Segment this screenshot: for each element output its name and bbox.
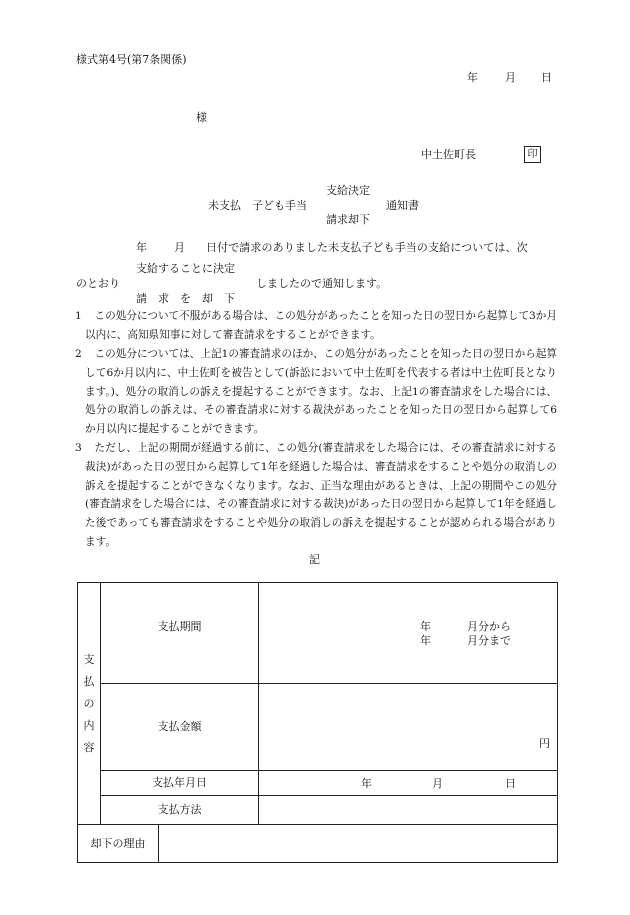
date-day-label: 日 [541,71,552,84]
intro-year: 年 [136,241,147,254]
paragraph-number: 1 [75,310,82,322]
period-to-year: 年 [420,634,431,647]
period-to-month: 月分まで [467,634,511,647]
title-prefix: 未支払 子ども手当 [208,199,307,212]
issuer-title: 中土佐町長 [421,148,476,161]
paragraph-number: 3 [75,442,82,454]
intro-month: 月 [174,241,185,254]
payment-date-year: 年 [361,777,372,790]
paragraph-text: この処分については、上記1の審査請求のほか、この処分があったことを知った日の翌日から起算して6か月以内に、中土佐町を被告として(訴訟において中土佐町を代表する者は中土佐町長となります。)、処分の取消しの訴えを提起することができます。なお、上記1の審査請求をした場合には、処分の取消しの訴えは、その審査請求に対する裁決があったことを知った日の翌日から起算して6か月以内に提起することができます。 [85,348,557,436]
paragraph-number: 2 [75,348,82,360]
amount-label: 支払金額 [101,684,259,771]
title-suffix: 通知書 [386,199,419,212]
seal-mark: 印 [524,146,541,163]
body-leading: のとおり [76,277,120,290]
paragraph-text: この処分について不服がある場合は、この処分があったことを知った日の翌日から起算して3か月以内に、高知県知事に対して審査請求をすることができます。 [85,310,557,341]
period-from-year: 年 [420,620,431,633]
date-month-label: 月 [505,71,516,84]
group-char: 内 [83,718,95,732]
rejection-reason-value-cell [159,825,558,863]
paragraph-2 [75,345,557,439]
payment-method-label: 支払方法 [101,796,259,825]
paragraph-text: ただし、上記の期間が経過する前に、この処分(審査請求をした場合には、その審査請求に対する裁決)があった日の翌日から起算して1年を経過した場合は、審査請求をすることや処分の取消しの訴えを提起することができなくなります。なお、正当な理由があるときは、上記の期間やこの処分(審査請求をした場合には、その審査請求に対する裁決)があった日の翌日から起算して1年を経過した後であっても審査請求をすることや処分の取消しの訴えを提起することが認められる場合があります。 [85,442,557,548]
payment-group-label [78,583,101,825]
intro-text: 日付で請求のありました未支払子ども手当の支給については、次 [206,241,528,254]
period-value-cell [259,583,558,684]
paragraph-3 [75,439,557,552]
group-char: 容 [83,740,95,754]
form-number: 様式第4号(第7条関係) [76,53,187,66]
period-label: 支払期間 [101,583,259,684]
ki-heading: 記 [309,553,320,566]
date-year-label: 年 [467,71,478,84]
group-char: 払 [83,674,95,688]
payment-method-value-cell [259,796,558,825]
amount-value-cell [259,684,558,771]
body-trailing: しましたので通知します。 [256,277,388,290]
payment-detail-table [77,582,558,863]
paragraph-1 [75,307,557,345]
payment-date-label: 支払年月日 [101,771,259,796]
addressee-suffix: 様 [196,111,207,124]
amount-unit: 円 [539,737,550,750]
title-option-grant: 支給決定 [326,184,370,197]
period-from-month: 月分から [467,620,511,633]
payment-date-value-cell [259,771,558,796]
body-option-reject: 請 求 を 却 下 [136,292,235,305]
title-option-reject: 請求却下 [326,213,370,226]
rejection-reason-label: 却下の理由 [78,825,159,863]
group-char: 支 [83,652,95,666]
payment-date-day: 日 [505,777,516,790]
payment-date-month: 月 [432,777,443,790]
body-option-grant: 支給することに決定 [136,262,235,275]
group-char: の [83,696,95,710]
